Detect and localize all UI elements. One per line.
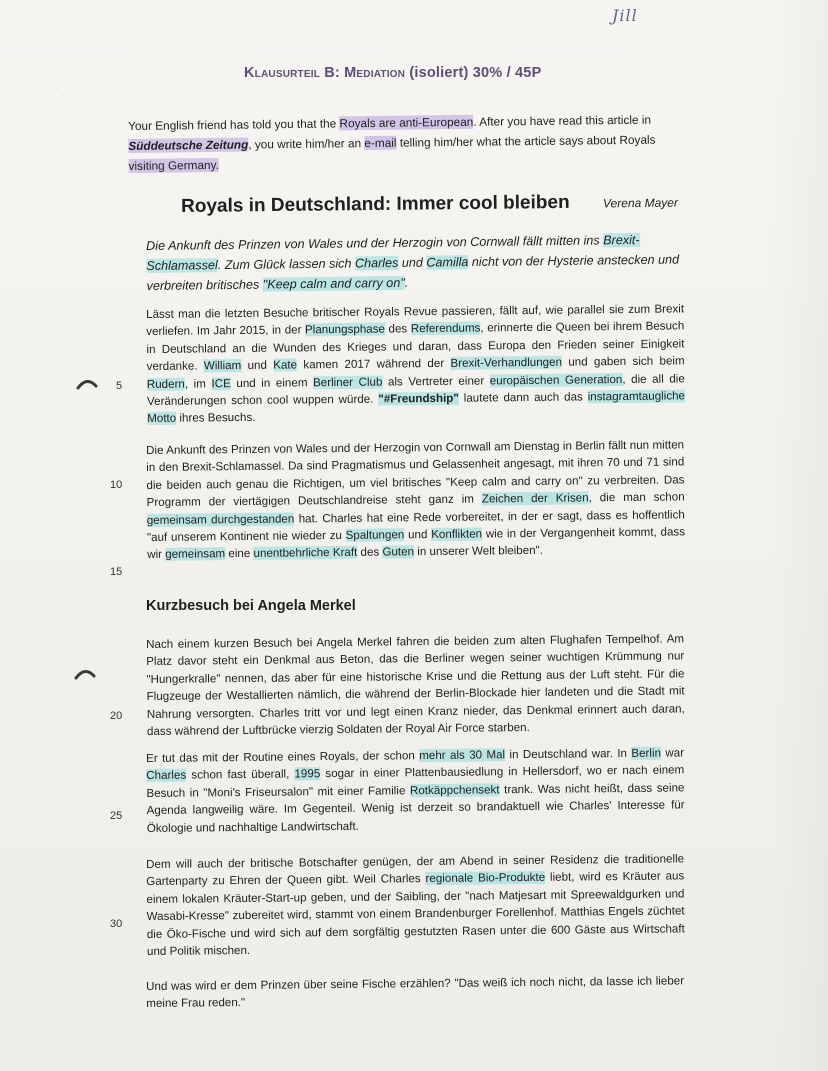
- paper-edge-shadow: [770, 0, 828, 1071]
- text: Er tut das mit der Routine eines Royals, der schon: [146, 749, 420, 765]
- highlight: Kate: [273, 358, 298, 372]
- highlight: Spaltungen: [345, 528, 405, 542]
- highlight: Charles: [146, 768, 187, 783]
- highlight: Referendums: [410, 321, 481, 336]
- paragraph-5: [146, 850, 685, 960]
- text: wie in der Vergangenheit kommt, dass wir: [147, 525, 686, 562]
- highlight: Konflikten: [431, 527, 483, 542]
- instruction-highlight: visiting Germany.: [128, 157, 219, 173]
- line-number: 10: [110, 479, 123, 491]
- article-title: Royals in Deutschland: Immer cool bleiben: [181, 191, 570, 217]
- text: war: [660, 746, 685, 760]
- paragraph-4: [146, 744, 685, 837]
- paragraph-2: [146, 436, 685, 563]
- text: und: [404, 528, 432, 542]
- text: , die all die Veränderungen schon cool wuppen würde.: [146, 371, 685, 409]
- task-title: [244, 65, 541, 81]
- highlight: Brexit-Verhandlungen: [450, 355, 563, 371]
- highlight: Zeichen der Krisen: [481, 491, 589, 506]
- article-subheading: Kurzbesuch bei Angela Merkel: [146, 598, 356, 614]
- lead-highlight: Brexit-Schlamassel: [146, 232, 640, 273]
- article-author: Verena Mayer: [602, 195, 679, 211]
- lead-text: und: [398, 255, 427, 270]
- task-title-meta: (isoliert) 30% / 45P: [409, 65, 542, 81]
- line-number: 25: [110, 810, 123, 822]
- highlight: gemeinsam: [165, 547, 226, 562]
- lead-highlight: "Keep calm and carry on": [262, 275, 405, 292]
- text: in Deutschland war. In: [505, 746, 632, 762]
- lead-text: .: [404, 275, 409, 290]
- text: in unserer Welt bleiben".: [413, 544, 544, 559]
- text: , erinnerte die Queen bei ihrem Besuch in Deutschland an die Wunden des Krieges und daran, dass Europa den Frieden seiner Einigkeit verdanke.: [146, 319, 685, 374]
- highlight: unentbehrliche Kraft: [253, 546, 358, 561]
- text: hat. Charles hat eine Rede vorbereitet, in der er sagt, dass es hoffentlich "auf unserem Kontinent nie wieder zu: [146, 507, 685, 545]
- text: kamen 2017 während der: [296, 357, 451, 372]
- instruction-text: [128, 109, 689, 176]
- highlight: Rudern: [146, 377, 185, 391]
- highlight: "#Freundship": [378, 391, 459, 406]
- lead-highlight: Camilla: [426, 255, 469, 270]
- task-title-main: Klausurteil B: Mediation: [244, 65, 406, 81]
- instruction-highlight: Süddeutsche Zeitung: [128, 137, 249, 153]
- text: trank. Was nicht heißt, dass seine Agenda langweilig wäre. Im Gegenteil. Wenig ist derzeit so brandaktuell wie Charles' Interesse für Ökologie und nachhaltige Landwirtschaft.: [146, 781, 685, 835]
- punch-hole-mark-icon: [74, 666, 96, 680]
- lead-text: nicht von der Hysterie anstecken und verbreiten britisches: [146, 252, 680, 293]
- lead-highlight: Charles: [354, 255, 399, 271]
- lead-text: . Zum Glück lassen sich: [217, 256, 356, 273]
- instruction-part: Your English friend has told you that the: [128, 116, 340, 133]
- line-number: 15: [110, 566, 123, 578]
- text: eine: [225, 547, 254, 561]
- text: und gaben sich beim: [561, 354, 685, 369]
- line-number: 30: [110, 918, 123, 930]
- line-number: 20: [110, 710, 123, 722]
- text: ihres Besuchs.: [176, 411, 256, 426]
- highlight: gemeinsam durchgestanden: [146, 512, 295, 527]
- highlight: 1995: [294, 767, 321, 781]
- text: lautete dann auch das: [458, 390, 588, 405]
- handwritten-name: Jill: [612, 6, 638, 25]
- punch-hole-mark-icon: [76, 376, 98, 390]
- highlight: Berlin: [631, 746, 662, 760]
- text: des: [357, 545, 383, 560]
- text: Die Ankunft des Prinzen von Wales und der Herzogin von Cornwall am Dienstag in Berlin fällt nun mitten in den Brexit-Schlamassel. Da sind Pragmatismus und Gelassenheit angesagt, mit ihren 70 und 71 sind die beiden auch genau die Richtigen, um viel britisches "Keep calm and carry on" zu verbreiten. Das Programm der viertägigen Deutschlandreise steht ganz im: [146, 438, 685, 510]
- text: schon fast überall,: [186, 767, 295, 782]
- paragraph-6: Und was wird er dem Prinzen über seine Fische erzählen? "Das weiß ich noch nicht, da lasse ich lieber meine Frau reden.": [146, 974, 685, 1011]
- text: Dem will auch der britische Botschafter genügen, der am Abend in seiner Residenz die traditionelle Gartenparty zu Ehren der Queen gibt. Weil Charles: [146, 852, 685, 889]
- instruction-highlight: Royals are anti-European: [339, 114, 474, 131]
- instruction-part: telling him/her what the article says about Royals: [396, 132, 656, 150]
- highlight: Rotkäppchensekt: [409, 783, 500, 798]
- text: , die man schon: [588, 490, 685, 505]
- line-number: 5: [116, 380, 123, 392]
- highlight: instagramtaugliche Motto: [147, 389, 686, 426]
- text: und in einem: [230, 375, 314, 390]
- text: des: [384, 322, 411, 336]
- highlight: Berliner Club: [312, 375, 383, 389]
- highlight: Planungsphase: [304, 322, 385, 337]
- text: als Vertreter einer: [382, 374, 490, 389]
- instruction-part: . After you have read this article in: [473, 112, 652, 129]
- highlight: Guten: [382, 545, 415, 559]
- highlight: regionale Bio-Produkte: [425, 871, 546, 886]
- instruction-highlight: e-mail: [364, 135, 397, 151]
- highlight: europäischen Generation: [489, 372, 623, 388]
- highlight: ICE: [211, 376, 231, 390]
- highlight: William: [203, 359, 242, 373]
- text: , im: [184, 376, 212, 391]
- text: liebt, wird es Kräuter aus einem lokalen Kräuter-Start-up geben, und der Saibling, der "nach Matjesart mit Spreewaldgurken und Wasabi-Kresse" zubereitet wird, stammt von einem Brandenburger Forellenhof. Matthias Engels züchtet die Öko-Fische und wird sich auf dem sorgfältig gestutzten Rasen unter die 600 Gäste aus Wirtschaft und Politik mischen.: [146, 869, 685, 959]
- lead-text: Die Ankunft des Prinzen von Wales und der Herzogin von Cornwall fällt mitten ins: [146, 233, 604, 253]
- paragraph-3: Nach einem kurzen Besuch bei Angela Merkel fahren die beiden zum alten Flughafen Tempelhof. Am Platz davor steht ein Denkmal aus Beton, das die Berliner wegen seiner wuchtigen Krümmung nur "Hungerkralle" nennen, das aber für eine historische Krise und die Rettung aus der Luft steht. Für die Flugzeuge der Westallierten nämlich, die während der Berlin-Blockade hier landeten und die Stadt mit Nahrung versorgten. Charles tritt vor und legt einen Kranz nieder, das Denkmal erinnert auch daran, dass während der Luftbrücke vierzig Soldaten der Royal Air Force starben.: [146, 632, 685, 739]
- instruction-part: , you write him/her an: [248, 136, 365, 152]
- text: und: [241, 358, 274, 373]
- paragraph-1: [146, 300, 685, 427]
- text: sogar in einer Plattenbausiedlung in Hellersdorf, wo er nach einem Besuch in "Moni's Friseursalon" mit einer Familie: [146, 763, 685, 800]
- pen-mark-icon: [49, 80, 69, 104]
- text: Lässt man die letzten Besuche britischer Royals Revue passieren, fällt auf, wie parallel sie zum Brexit verliefen. Im Jahr 2015, in der: [146, 302, 685, 339]
- article-lead: [146, 229, 687, 296]
- highlight: mehr als 30 Mal: [419, 748, 506, 763]
